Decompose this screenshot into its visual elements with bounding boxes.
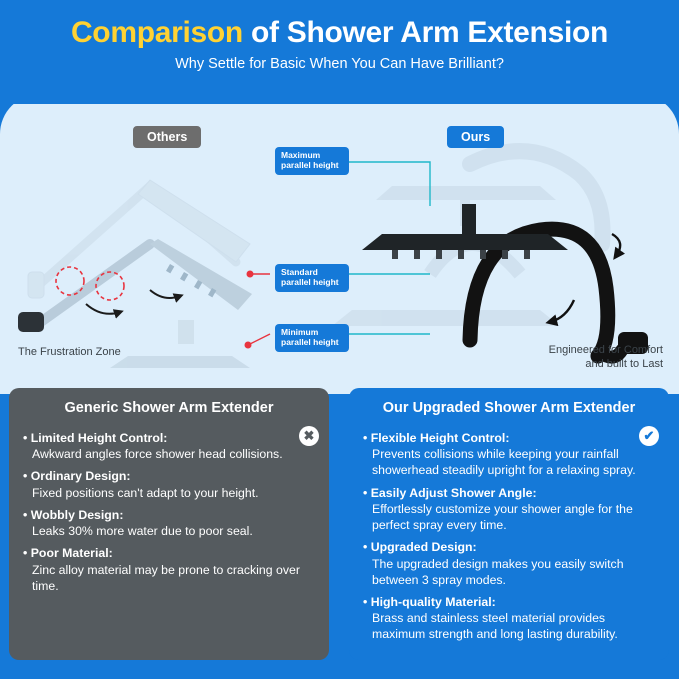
list-item: • High-quality Material: Brass and stainless steel material provides maximum strength and long lasting durability. <box>363 594 659 643</box>
left-caption: The Frustration Zone <box>18 346 121 358</box>
list-item: • Upgraded Design: The upgraded design makes you easily switch between 3 spray modes. <box>363 539 659 588</box>
card-generic-bullets <box>23 430 319 600</box>
list-item: • Limited Height Control: Awkward angles force shower head collisions. <box>23 430 319 462</box>
page-title <box>0 16 679 50</box>
header <box>0 0 679 104</box>
card-generic <box>9 388 329 660</box>
card-upgraded-title: Our Upgraded Shower Arm Extender <box>382 400 636 416</box>
card-upgraded-bullets <box>363 430 659 649</box>
badge-ours: Ours <box>447 126 504 148</box>
callout-minimum-height: Minimum parallel height <box>275 324 349 352</box>
list-item: • Easily Adjust Shower Angle: Effortlessly customize your shower angle for the perfect spray every time. <box>363 485 659 534</box>
cross-icon: ✖ <box>299 426 319 446</box>
illustration-panel <box>0 94 679 394</box>
page-subtitle: Why Settle for Basic When You Can Have Brilliant? <box>175 56 504 72</box>
title-rest: of Shower Arm Extension <box>242 16 609 49</box>
card-upgraded <box>349 388 669 660</box>
list-item: • Wobbly Design: Leaks 30% more water due to poor seal. <box>23 507 319 539</box>
callout-maximum-height: Maximum parallel height <box>275 147 349 175</box>
right-caption: Engineered for Comfort and built to Last <box>548 344 663 370</box>
list-item: • Poor Material: Zinc alloy material may be prone to cracking over time. <box>23 545 319 594</box>
list-item: • Flexible Height Control: Prevents collisions while keeping your rainfall showerhead steadily upright for a relaxing spray. <box>363 430 659 479</box>
callout-standard-height: Standard parallel height <box>275 264 349 292</box>
check-icon: ✔ <box>639 426 659 446</box>
list-item: • Ordinary Design: Fixed positions can't adapt to your height. <box>23 468 319 500</box>
comparison-cards <box>0 388 679 679</box>
title-highlight: Comparison <box>70 16 243 49</box>
badge-others: Others <box>133 126 201 148</box>
card-generic-title: Generic Shower Arm Extender <box>64 400 274 416</box>
